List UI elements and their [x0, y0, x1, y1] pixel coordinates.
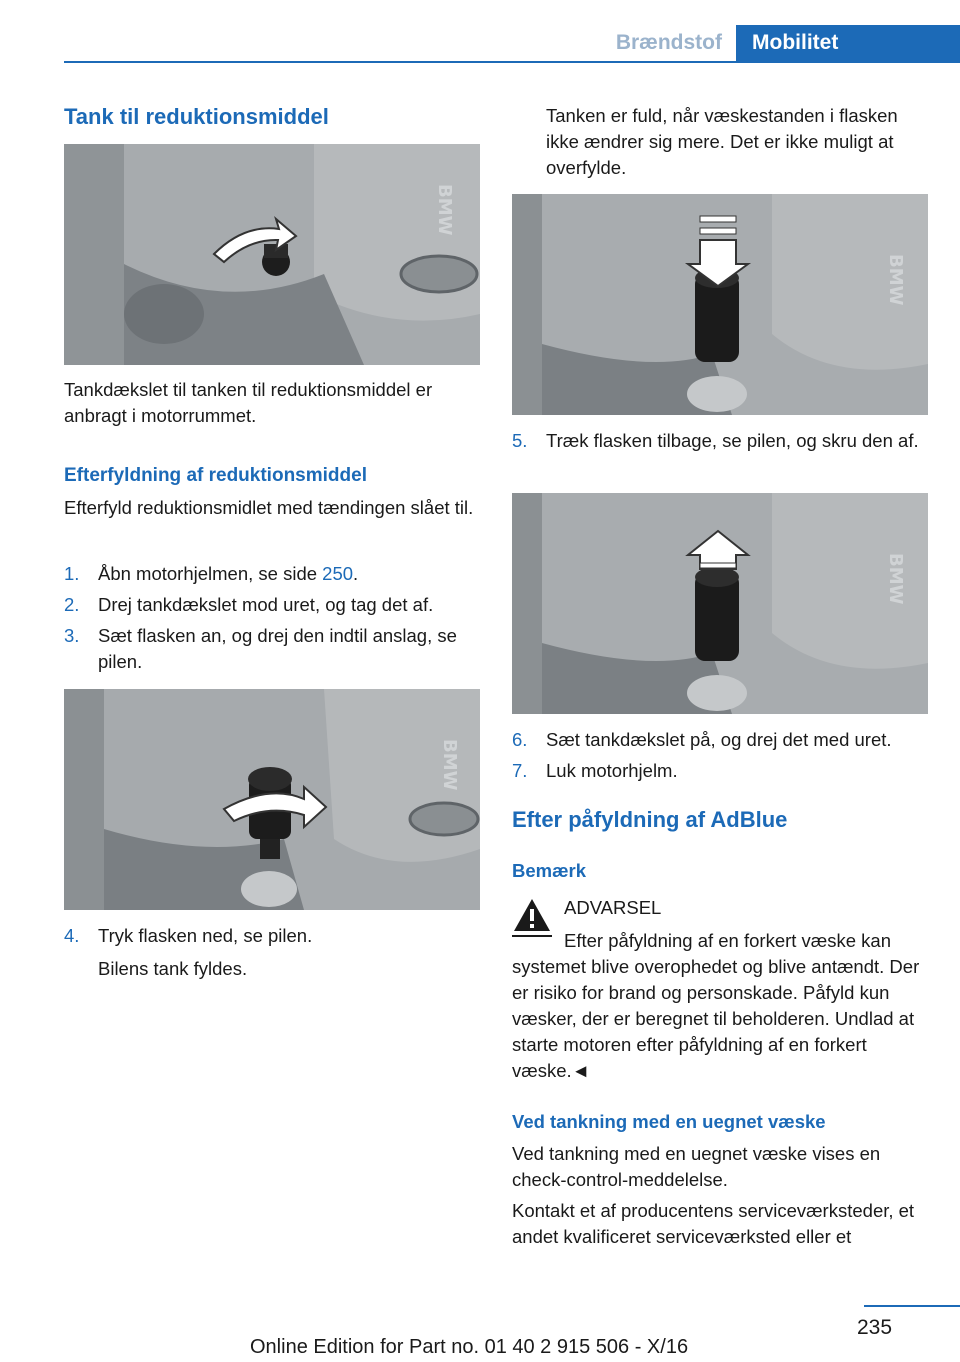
- page-link[interactable]: 250: [322, 563, 354, 584]
- full-note: Tanken er fuld, når væskestanden i flasken ikke ændrer sig mere. Det er ikke muligt at overfylde.: [546, 105, 898, 178]
- step-text: Luk motorhjelm.: [546, 760, 678, 781]
- tab-chapter[interactable]: Mobilitet: [736, 25, 960, 62]
- engine-logo-text: BMW: [885, 254, 906, 306]
- note-label: Bemærk: [512, 860, 587, 881]
- photo-insert-bottle: [64, 689, 480, 910]
- section-title: Tank til reduktionsmiddel: [64, 104, 329, 129]
- after-heading: Efter påfyldning af AdBlue: [512, 807, 788, 832]
- step-note: Bilens tank fyldes.: [98, 958, 248, 979]
- list-item: [64, 592, 480, 618]
- list-item: [64, 623, 480, 675]
- engine-logo-text: BMW: [439, 739, 460, 791]
- step-number: 6.: [512, 729, 528, 750]
- refill-intro: Efterfyld reduktionsmidlet med tændingen slået til.: [64, 497, 474, 518]
- step-text: Træk flasken tilbage, se pilen, og skru den af.: [546, 430, 919, 451]
- photo-bottle-remove: [512, 493, 928, 714]
- step-number: 1.: [64, 563, 80, 584]
- unsuitable-text-1: Ved tankning med en uegnet væske vises en check-control-meddelelse.: [512, 1143, 881, 1190]
- edition-text: Online Edition for Part no. 01 40 2 915 506 - X/16: [250, 1336, 689, 1358]
- photo-bottle-full: [512, 194, 928, 415]
- step-number: 2.: [64, 594, 80, 615]
- header-divider: [64, 61, 960, 63]
- step-number: 5.: [512, 430, 528, 451]
- engine-logo-text: BMW: [885, 553, 906, 605]
- warning-title: ADVARSEL: [564, 897, 662, 918]
- photo-tank-cap: [64, 144, 480, 365]
- unsuitable-heading: Ved tankning med en uegnet væske: [512, 1111, 826, 1132]
- list-item: [512, 428, 928, 454]
- step-text: Sæt tankdækslet på, og drej det med uret.: [546, 729, 892, 750]
- unsuitable-text-2: Kontakt et af producentens serviceværksteder, et andet kvalificeret serviceværksted eller et: [512, 1200, 915, 1247]
- step-number: 7.: [512, 760, 528, 781]
- list-item: [64, 561, 480, 587]
- page-number: 235: [857, 1316, 893, 1339]
- list-item: [512, 727, 928, 753]
- chapter-tabs: [596, 25, 960, 62]
- warning-text: Efter påfyldning af en forkert væske kan systemet blive overophedet og blive antændt. Der er risiko for brand og personskade. Påfyld kun væsker, der er beregnet til beholderen. Undlad at starte motoren efter påfyldning af en forkert væske.◄: [512, 930, 920, 1081]
- step-number: 3.: [64, 625, 80, 646]
- step-number: 4.: [64, 925, 80, 946]
- list-item: [64, 923, 480, 949]
- photo-caption: Tankdækslet til tanken til reduktionsmiddel er anbragt i motorrummet.: [64, 379, 433, 426]
- step-text: Åbn motorhjelmen, se side 250.: [98, 563, 359, 584]
- step-text: Tryk flasken ned, se pilen.: [98, 925, 313, 946]
- engine-logo-text: BMW: [434, 184, 455, 236]
- refill-heading: Efterfyldning af reduktionsmiddel: [64, 465, 367, 486]
- list-item: [512, 758, 928, 784]
- step-text: Sæt flasken an, og drej den indtil anslag, se pilen.: [98, 625, 457, 672]
- tab-section[interactable]: Brændstof: [615, 31, 722, 54]
- step-text: Drej tankdækslet mod uret, og tag det af.: [98, 594, 434, 615]
- footer-divider: [864, 1305, 960, 1307]
